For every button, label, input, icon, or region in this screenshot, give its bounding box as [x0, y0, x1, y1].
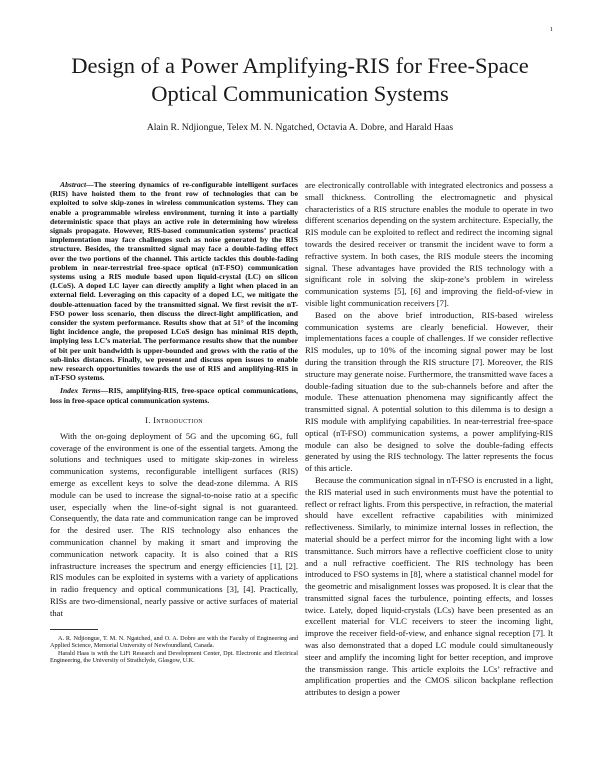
footnote-affiliation-2: Harald Haas is with the LiFi Research and Development Center, Dpt. Electronic and Electrical Engineering, the University of Strathclyde, Glasgow, U.K.	[50, 649, 298, 665]
author-list: Alain R. Ndjiongue, Telex M. N. Ngatched, Octavia A. Dobre, and Harald Haas	[146, 122, 454, 133]
index-terms	[50, 386, 298, 404]
index-terms-text: —RIS, amplifying-RIS, free-space optical communications, loss in free-space optical communication systems.	[50, 386, 298, 405]
left-column	[50, 180, 298, 665]
index-terms-lead: Index Terms	[60, 386, 101, 396]
title-line-1: Design of a Power Amplifying-RIS for Free-Space	[71, 53, 529, 78]
abstract-lead: Abstract	[60, 180, 87, 189]
body-paragraph: Based on the above brief introduction, RIS-based wireless communication systems are clearly beneficial. However, their implementations faces a couple of challenges. If we consider reflective RIS modules, up to 10% of the incoming signal power may be lost during the transition through the RIS structure [7]. Moreover, the RIS structure may generate noise. Furthermore, the transmitted wave faces a double-fading situation due to the sub-channels before and after the module. These attenuation phenomena may significantly affect the transmitted signal. A potential solution to this dilemma is to design a RIS module with amplifying capabilities. In near-terrestrial free-space optical (nT-FSO) communication systems, a power amplifying-RIS module can also be designed to solve the double-fading effects generated by using the RIS technology. The latter represents the focus of this article.	[305, 309, 553, 474]
paper-title	[40, 52, 560, 108]
page-number: 1	[549, 26, 553, 33]
section-heading-introduction: I. Introduction	[145, 414, 203, 425]
intro-paragraph: With the on-going deployment of 5G and the upcoming 6G, full coverage of the environment is one of the essential targets. Among the solutions and techniques used to mitigate skip-zones in wireless communication systems, reconfigurable intelligent surfaces (RIS) emerge as excellent keys to solve the dead-zone dilemma. A RIS module can be used to increase the signal-to-noise ratio at a specific user, especially when the line-of-sight signal is not guaranteed. Consequently, the data rate and communication range can be improved for the desired user. The RIS technology also enhances the communication channel by making it smart and improving the communication network capacity. It is also coined that a RIS infrastructure increases the spectrum and energy efficiencies [1], [2]. RIS modules can be exploited in systems with a variety of applications in radio frequency and optical communications [3], [4]. Practically, RISs are two-dimensional, nearly passive or active surfaces of material that	[50, 430, 298, 618]
title-line-2: Optical Communication Systems	[151, 81, 449, 106]
right-column	[305, 180, 553, 699]
footnote-divider	[50, 629, 98, 630]
abstract-text: —The steering dynamics of re-configurable intelligent surfaces (RIS) have hoisted them to the front row of technologies that can be exploited to solve skip-zones in wireless communication systems. They can enable a programmable wireless environment, turning it into a partially deterministic space that plays an active role in determining how wireless signals propagate. However, RIS-based communication systems’ practical implementation may face challenges such as noise generated by the RIS structure. Besides, the transmitted signal may face a double-fading effect over the two portions of the channel. This article tackles this double-fading problem in near-terrestrial free-space optical (nT-FSO) communication systems using a RIS module based upon liquid-crystal (LC) on silicon (LCoS). A doped LC layer can directly amplify a light when placed in an external field. Leveraging on this capacity of a doped LC, we mitigate the double-attenuation faced by the transmitted signal. We first revisit the nT-FSO power loss scenario, then discuss the direct-light amplification, and consider the system performance. Results show that at 51° of the incoming light incidence angle, the proposed LCoS design has minimal RIS depth, implying less LC’s material. The performance results show that the number of bit per unit bandwidth is upper-bounded and grows with the ratio of the sub-links distances. Finally, we present and discuss open issues to enable new research opportunities towards the use of RIS and amplifying-RIS in nT-FSO systems.	[50, 180, 298, 383]
abstract	[50, 180, 298, 382]
body-paragraph: are electronically controllable with integrated electronics and possess a small thickness. Controlling the electromagnetic and physical characteristics of a RIS structure enables the module to operate in two different scenarios depending on the system architecture. Especially, the RIS module can be exploited to reflect and redirect the incoming signal towards the desired receiver or transmit the incident wave to form a refractive system. In both cases, the RIS module steers the incoming signal. These advantages have provided the RIS technology with a significant role in solving the skip-zone’s problem in wireless communication systems [5], [6] and improving the field-of-view in visible light communication receivers [7].	[305, 180, 553, 308]
footnote-affiliation-1: A. R. Ndjiongue, T. M. N. Ngatched, and O. A. Dobre are with the Faculty of Engineering and Applied Science, Memorial University of Newfoundland, Canada.	[50, 634, 298, 650]
body-paragraph: Because the communication signal in nT-FSO is encrusted in a light, the RIS material used in such environments must have the potential to reflect or refract lights. From this perspective, in refraction, the material should have excellent refractive capabilities with minimized reflectiveness. Similarly, to minimize internal losses in reflection, the material should be a perfect mirror for the incoming light with a low transmittance. Such mirrors have a reflective coefficient close to unity and a null refractive coefficient. The RIS technology has been introduced to FSO systems in [8], where a statistical channel model for the geometric and misalignment losses was proposed. It is clear that the transmitted signal faces the turbulence, pointing effects, and losses twice. Lately, doped liquid-crystals (LCs) have been presented as an excellent material for VLC receivers to steer the incoming light, improve the receiver field-of-view, and enhance signal reception [7]. It was also demonstrated that a doped LC module could simultaneously steer and amplify the incoming light for better reception, and improve the transmission range. This article exploits the LCs’ refractive and amplification properties and the CMOS silicon backplane reflection attributes to design a power	[305, 474, 553, 698]
